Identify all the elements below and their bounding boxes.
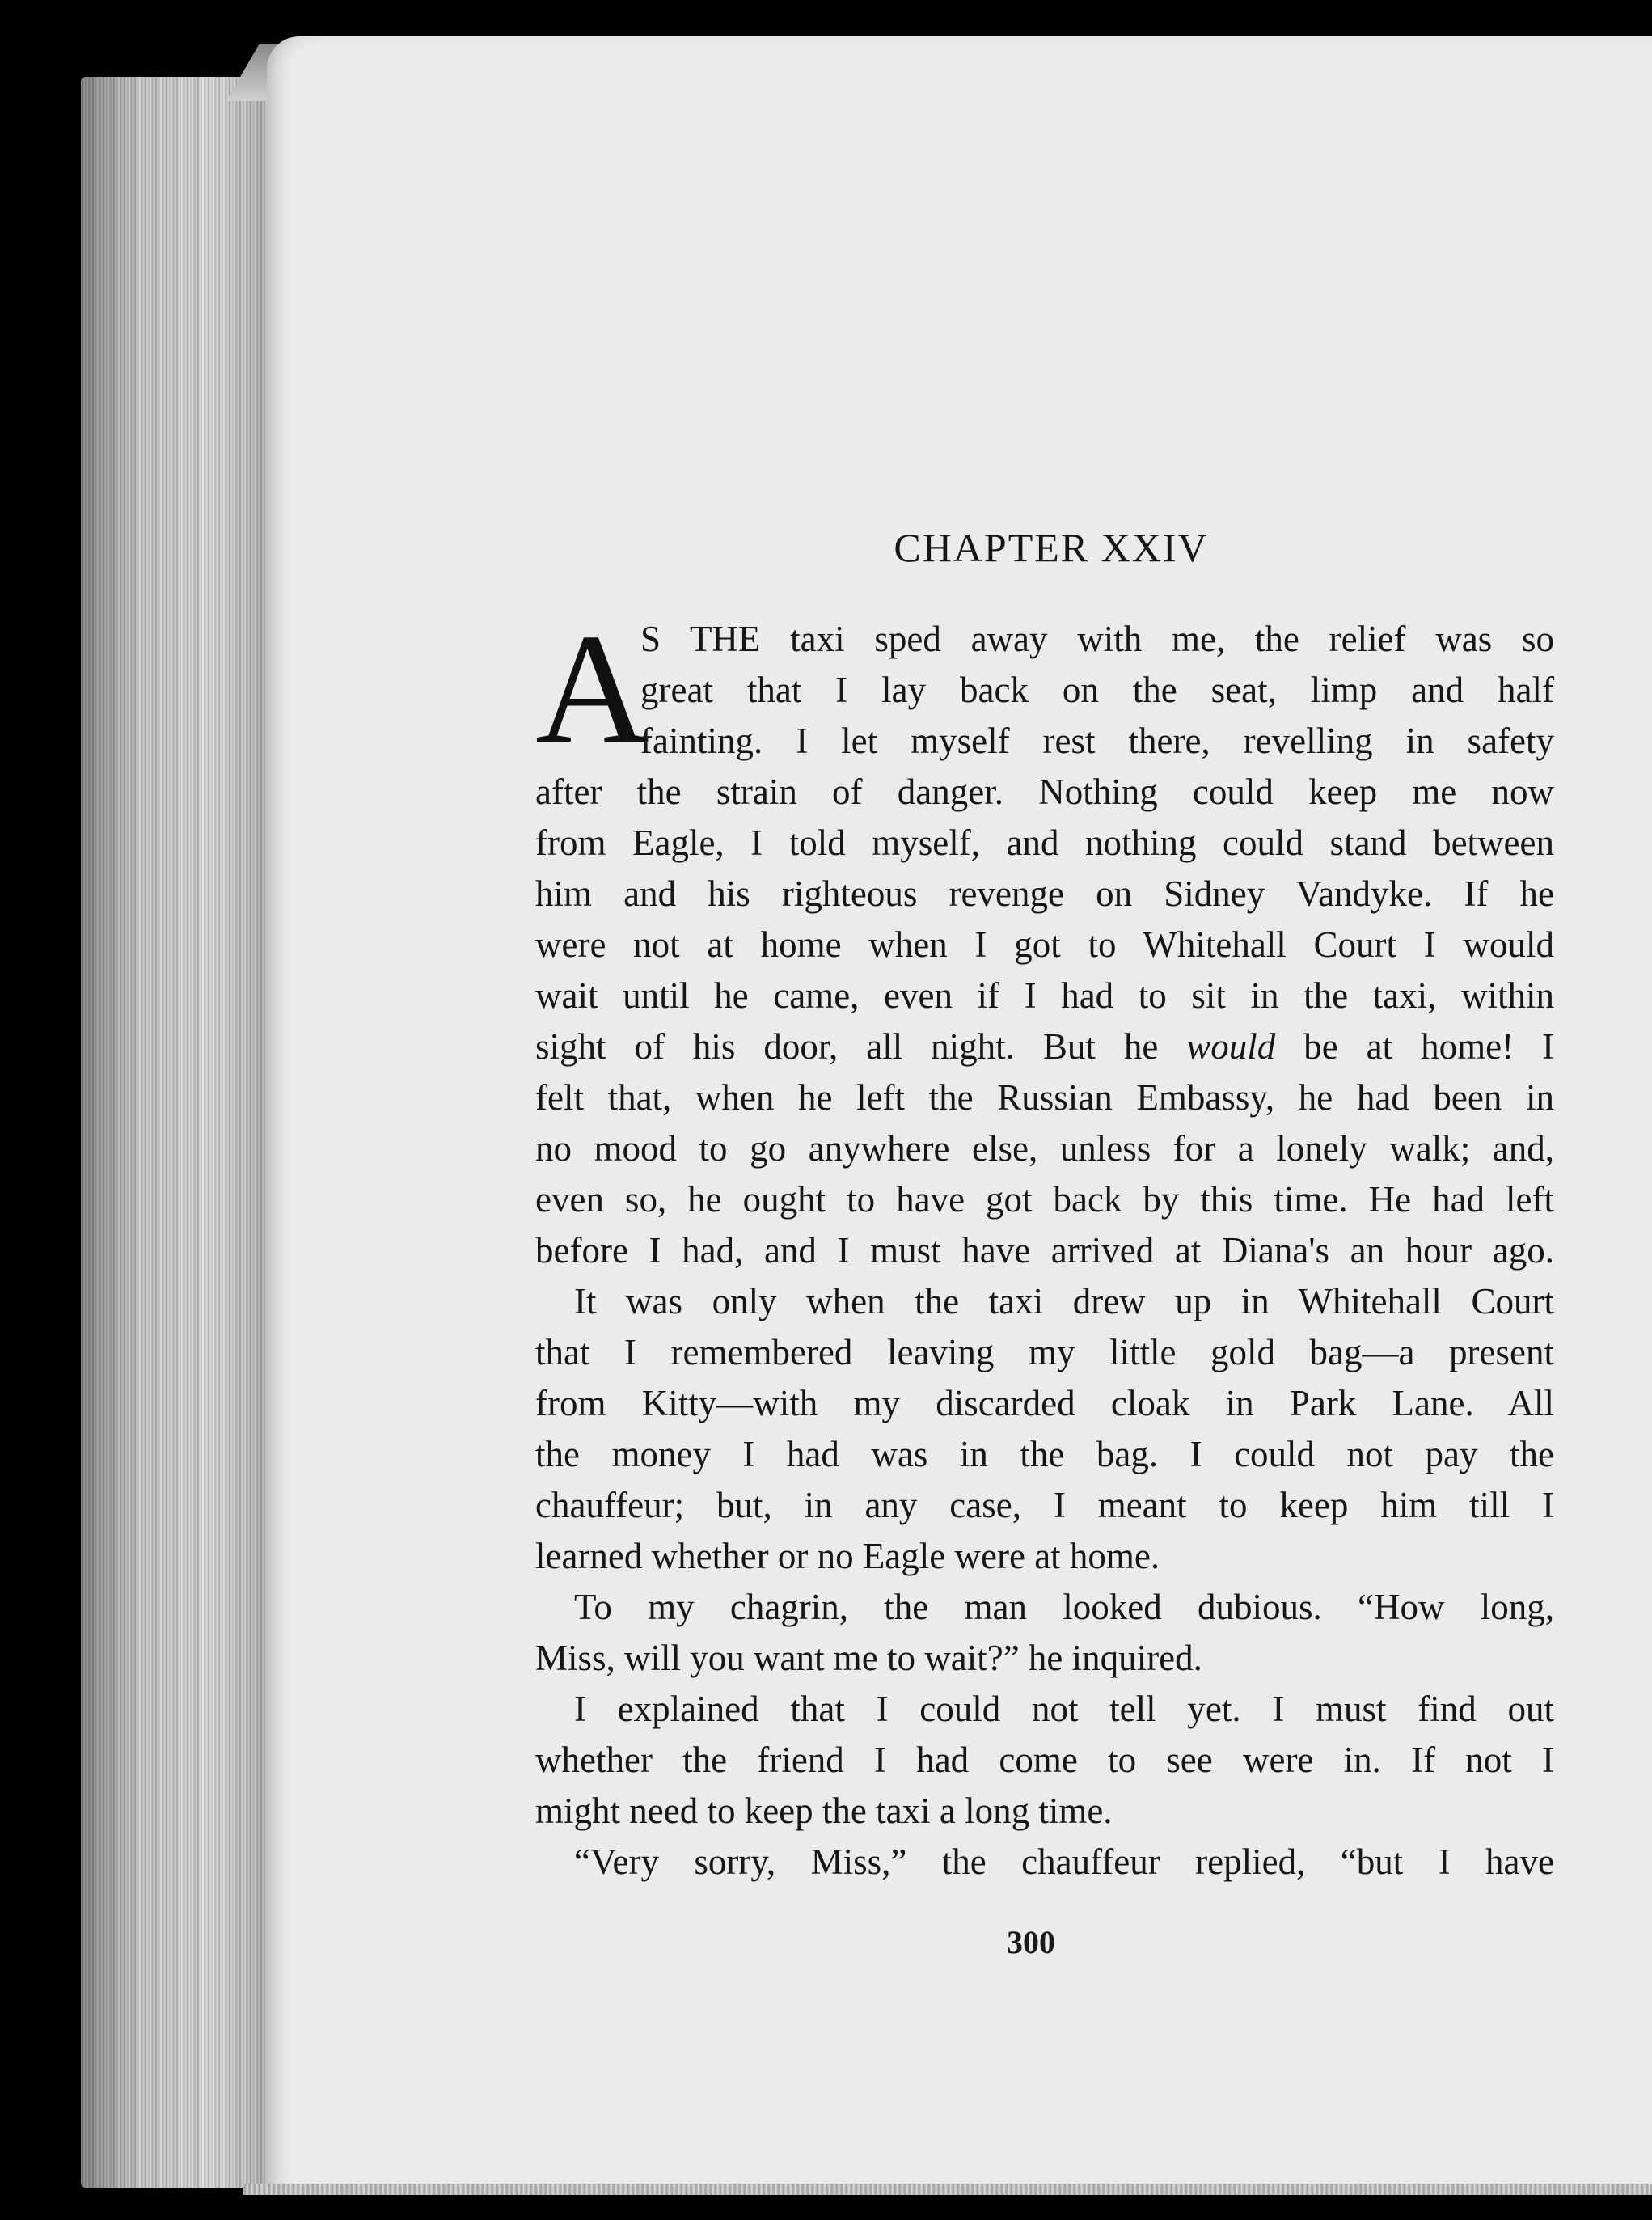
text-line: whether the friend I had come to see were in. If not I (535, 1740, 1554, 1780)
text-line: great that I lay back on the seat, limp and half (640, 670, 1554, 710)
text-line: from Kitty—with my discarded cloak in Park Lane. All (535, 1383, 1554, 1423)
text-line: To my chagrin, the man looked dubious. “How long, (574, 1587, 1554, 1627)
text-line: learned whether or no Eagle were at home. (535, 1536, 1160, 1576)
text-line: the money I had was in the bag. I could not pay the (535, 1434, 1554, 1474)
text-line: felt that, when he left the Russian Embassy, he had been in (535, 1077, 1554, 1118)
text-line: even so, he ought to have got back by this time. He had left (535, 1179, 1554, 1220)
text-line: him and his righteous revenge on Sidney Vandyke. If he (535, 873, 1554, 914)
text-line: chauffeur; but, in any case, I meant to keep him till I (535, 1485, 1554, 1525)
text-line: that I remembered leaving my little gold bag—a present (535, 1332, 1554, 1372)
text-line: after the strain of danger. Nothing could keep me now (535, 772, 1554, 812)
drop-cap: A (535, 602, 649, 776)
text-line: It was only when the taxi drew up in Whitehall Court (574, 1281, 1554, 1321)
chapter-title: CHAPTER XXIV (894, 525, 1209, 570)
page-number: 300 (1007, 1924, 1055, 1960)
text-line: from Eagle, I told myself, and nothing could stand between (535, 822, 1554, 863)
text-line: no mood to go anywhere else, unless for a lonely walk; and, (535, 1128, 1554, 1169)
text-line: I explained that I could not tell yet. I must find out (574, 1689, 1554, 1729)
text-segment: sight of his door, all night. But he (535, 1026, 1159, 1067)
text-segment: be at home! I (1303, 1026, 1554, 1067)
text-line: S THE taxi sped away with me, the relief was so (640, 619, 1554, 659)
text-line: wait until he came, even if I had to sit in the taxi, within (535, 975, 1554, 1016)
text-line: Miss, will you want me to wait?” he inquired. (535, 1638, 1202, 1678)
text-line: might need to keep the taxi a long time. (535, 1791, 1113, 1831)
text-line: were not at home when I got to Whitehall Court I would (535, 924, 1554, 965)
text-line: “Very sorry, Miss,” the chauffeur replied, “but I have (574, 1842, 1554, 1882)
text-line (535, 1022, 1554, 1071)
text-line: fainting. I let myself rest there, revelling in safety (640, 721, 1554, 761)
emphasized-word: would (1186, 1026, 1276, 1067)
book-page-edges (81, 77, 271, 2188)
book-bottom-edge (243, 2184, 1652, 2195)
text-line: before I had, and I must have arrived at Diana's an hour ago. (535, 1230, 1554, 1271)
